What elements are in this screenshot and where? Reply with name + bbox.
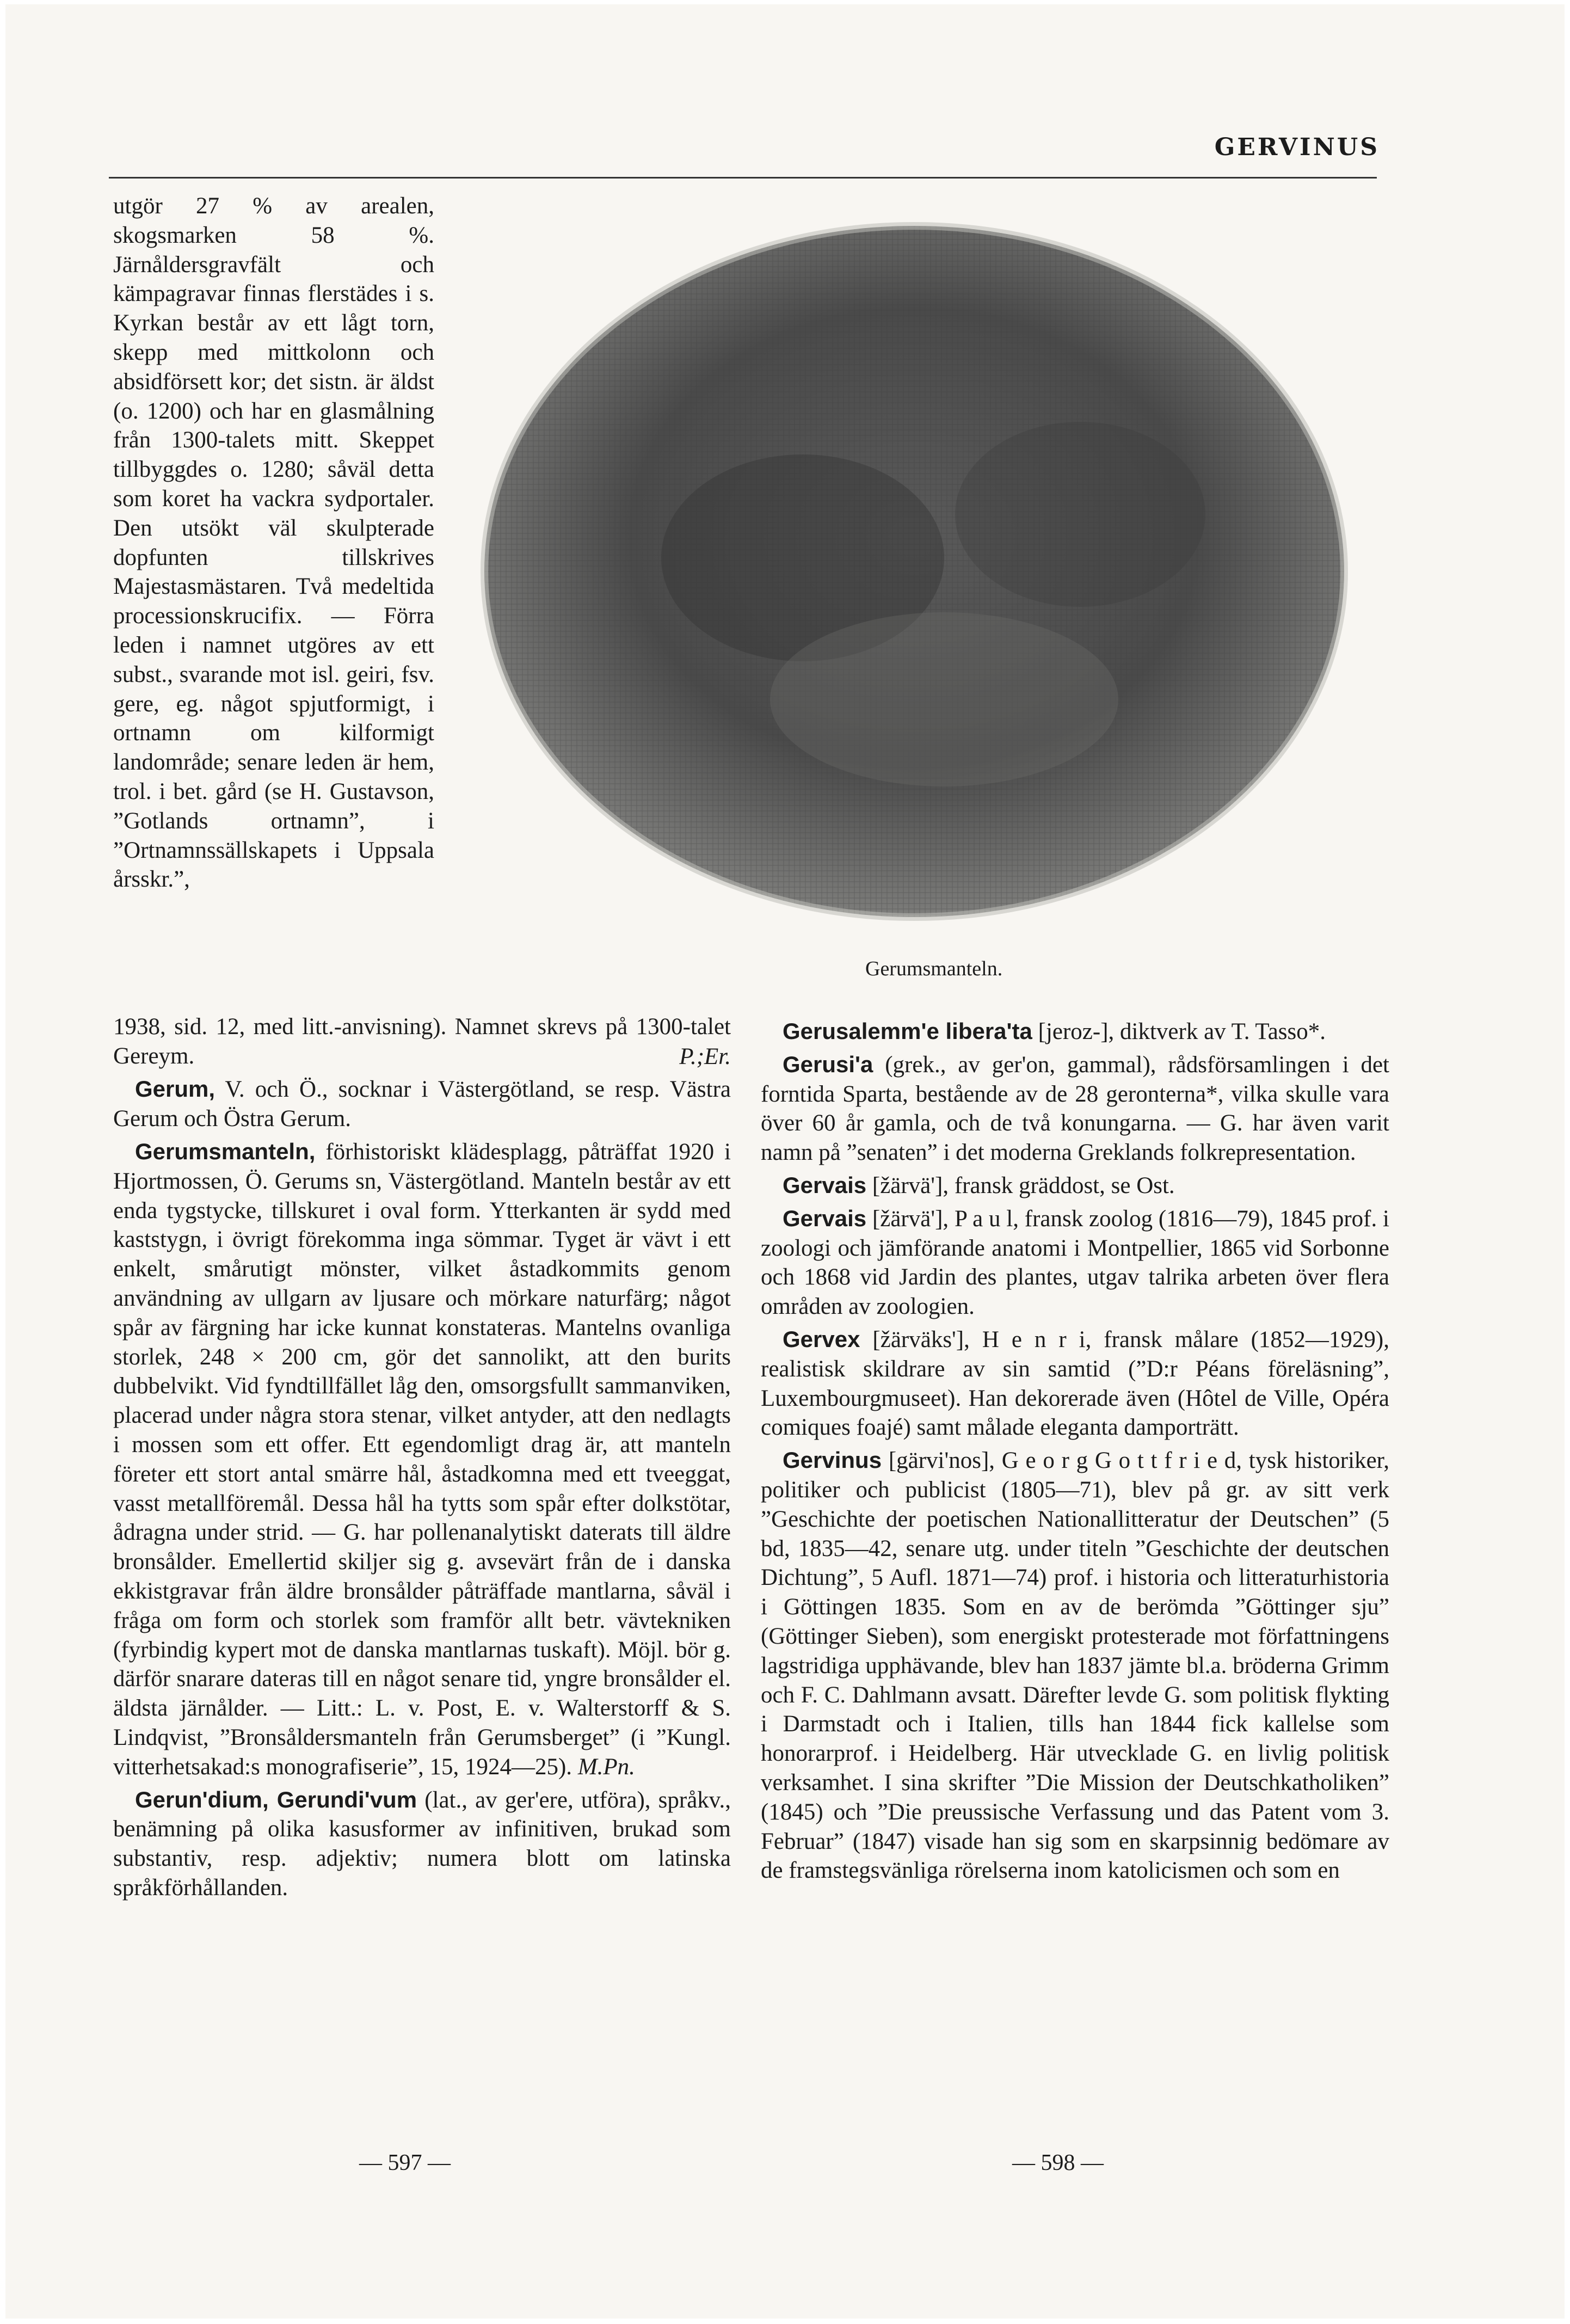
header-rule: [109, 177, 1377, 179]
entry-headword: Gervex: [783, 1326, 860, 1352]
signature: M.Pn.: [577, 1754, 635, 1780]
figure-caption: Gerumsmanteln.: [865, 957, 1003, 980]
entry-headword: Gervais: [783, 1172, 867, 1198]
entry-gervais-cheese: [761, 1171, 1389, 1201]
left-column-top-text: utgör 27 % av arealen, skogsmarken 58 %. Järnåldersgravfält och kämpagravar finnas flerstädes i s. Kyrkan består av ett lågt torn, skepp med mittkolonn och absidförsett kor; det sistn. är äldst (o. 1200) och har en glasmålning från 1300-talets mitt. Skeppet tillbyggdes o. 1280; såväl detta som koret ha vackra sydportaler. Den utsökt väl skulpterade dopfunten tillskrives Majestasmästaren. Två medeltida processionskrucifix. — Förra leden i namnet utgöres av ett subst., svarande mot isl. geiri, fsv. gere, eg. något spjutformigt, i ortnamn om kilformigt landområde; senare leden är hem, trol. i bet. gård (se H. Gustavson, ”Gotlands ortnamn”, i ”Ortnamnssällskapets i Uppsala årsskr.”,: [113, 193, 434, 893]
entry-gerusia: [761, 1050, 1389, 1167]
entry-body: (grek., av ger'on, gammal), rådsförsamlingen i det forntida Sparta, bestående av de 28 geronterna*, vilka skulle vara över 60 år gamla, och de två konungarna. — G. har även varit namn på ”senaten” i det moderna Greklands folkrepresentation.: [761, 1052, 1389, 1166]
entry-body: förhistoriskt klädesplagg, påträffat 1920 i Hjortmossen, Ö. Gerums sn, Västergötland. Manteln består av ett enda tygstycke, tillskuret i oval form. Ytterkanten är sydd med kaststygn, i övrigt förekomma inga sömmar. Tyget är vävt i ett enkelt, smårutigt mönster, vilket åstadkommits genom användning av ullgarn av ljusare och mörkare naturfärg; något spår av färgning har icke kunnat konstateras. Mantelns ovanliga storlek, 248 × 200 cm, gör det sannolikt, att den burits dubbelvikt. Vid fyndtillfället låg den, omsorgsfullt sammanviken, placerad under några stora stenar, vilket antyder, att den nedlagts i mossen som ett offer. Ett egendomligt drag är, att manteln företer ett stort antal smärre hål, åstadkomna med ett tveeggat, vasst metallföremål. Dessa hål ha tytts som spår efter dolkstötar, ådragna under strid. — G. har pollenanalytiskt daterats till äldre bronsålder. Emellertid skiljer sig g. avsevärt från de i danska ekkistgravar från äldre bronsålder påträffade mantlarna, såväl i fråga om form och storlek som framför allt betr. vävtekniken (fyrbindig kypert mot de danska mantlarnas tuskaft). Möjl. bör g. därför snarare dateras till en något senare tid, yngre bronsålder el. äldsta järnålder. — Litt.: L. v. Post, E. v. Walterstorff & S. Lindqvist, ”Bronsåldersmanteln från Gerumsberget” (i ”Kungl. vitterhetsakad:s monografiserie”, 15, 1924—25).: [113, 1139, 731, 1780]
entry-headword: Gervinus: [783, 1447, 882, 1473]
page-number-right: — 598 —: [1012, 2150, 1104, 2175]
entry-headword: Gerun'dium, Gerundi'vum: [135, 1786, 417, 1812]
entry-body: [žärvä'], P a u l, fransk zoolog (1816—79), 1845 prof. i zoologi och jämförande anatomi i Montpellier, 1865 vid Sorbonne och 1868 vid Jardin des plantes, utgav talrika arbeten över flera områden av zoologien.: [761, 1206, 1390, 1320]
page-number-left: — 597 —: [359, 2150, 451, 2175]
entry-body: (lat., av ger'ere, utföra), språkv., benämning på olika kasusformer av infinitiven, brukad som substantiv, resp. adjektiv; numera blott om latinska språkförhållanden.: [113, 1787, 731, 1901]
entry-gerumsmanteln: [113, 1137, 731, 1782]
right-column: [761, 1013, 1389, 1885]
entry-headword: Gerusi'a: [783, 1051, 873, 1077]
entry-headword: Gervais: [783, 1205, 867, 1231]
left-column-main: [113, 1012, 731, 1903]
figure: [454, 210, 1374, 933]
entry-body: V. och Ö., socknar i Västergötland, se resp. Västra Gerum och Östra Gerum.: [113, 1077, 731, 1132]
running-title: GERVINUS: [1214, 133, 1380, 161]
signature: P.;Er.: [679, 1043, 731, 1069]
entry-gervinus: [761, 1446, 1389, 1885]
entry-gerundium: [113, 1785, 731, 1903]
left-column-top: [113, 192, 434, 894]
entry-headword: Gerusalemm'e libera'ta: [783, 1018, 1032, 1044]
entry-headword: Gerum,: [135, 1076, 216, 1102]
entry-gervais-paul: [761, 1204, 1389, 1321]
left-column-cont: [113, 1012, 731, 1071]
entry-body: [žärvä'], fransk gräddost, se Ost.: [872, 1172, 1175, 1198]
entry-body: [gärvi'nos], G e o r g G o t t f r i e d, tysk historiker, politiker och publicist (1805—71), blev på gr. av sitt verk ”Geschichte der poetischen Nationallitteratur der Deutschen” (5 bd, 1835—42, senare utg. under titeln ”Geschichte der deutschen Dichtung”, 5 Aufl. 1871—74) prof. i historia och litteraturhistoria i Göttingen 1835. Som en av de berömda ”Göttinger sju” (Göttinger Sieben), som energiskt protesterade mot författningens lagstridiga upphävande, blev han 1837 jämte bl.a. bröderna Grimm och F. C. Dahlmann avsatt. Därefter levde G. som politisk flykting i Darmstadt och i Italien, tills han 1844 fick kallelse som honorarprof. i Heidelberg. Här utvecklade G. en livlig politisk verksamhet. I sina skrifter ”Die Mission der Deutschkatholiken” (1845) och ”Die preussische Verfassung und das Patent vom 3. Februar” (1847) visade han sig som en skarpsinnig bedömare av de framstegsvänliga rörelserna inom katolicismen och som en: [761, 1448, 1389, 1884]
entry-body: [jeroz-], diktverk av T. Tasso*.: [1038, 1019, 1326, 1044]
entry-gervex: [761, 1325, 1389, 1442]
entry-gerusalemme: [761, 1017, 1389, 1047]
entry-headword: Gerumsmanteln,: [135, 1138, 316, 1164]
entry-body: [žärväks'], H e n r i, fransk målare (1852—1929), realistisk skildrare av sin samtid (”D:r Péans föreläsning”, Luxembourgmuseet). Han dekorerade även (Hôtel de Ville, Opéra comiques foajé) samt målade eleganta damporträtt.: [761, 1326, 1390, 1441]
entry-gerum: [113, 1074, 731, 1134]
oval-cloak-photo-icon: [454, 210, 1374, 933]
left-column-cont-text: 1938, sid. 12, med litt.-anvisning). Namnet skrevs på 1300-talet Gereym.: [113, 1014, 731, 1069]
